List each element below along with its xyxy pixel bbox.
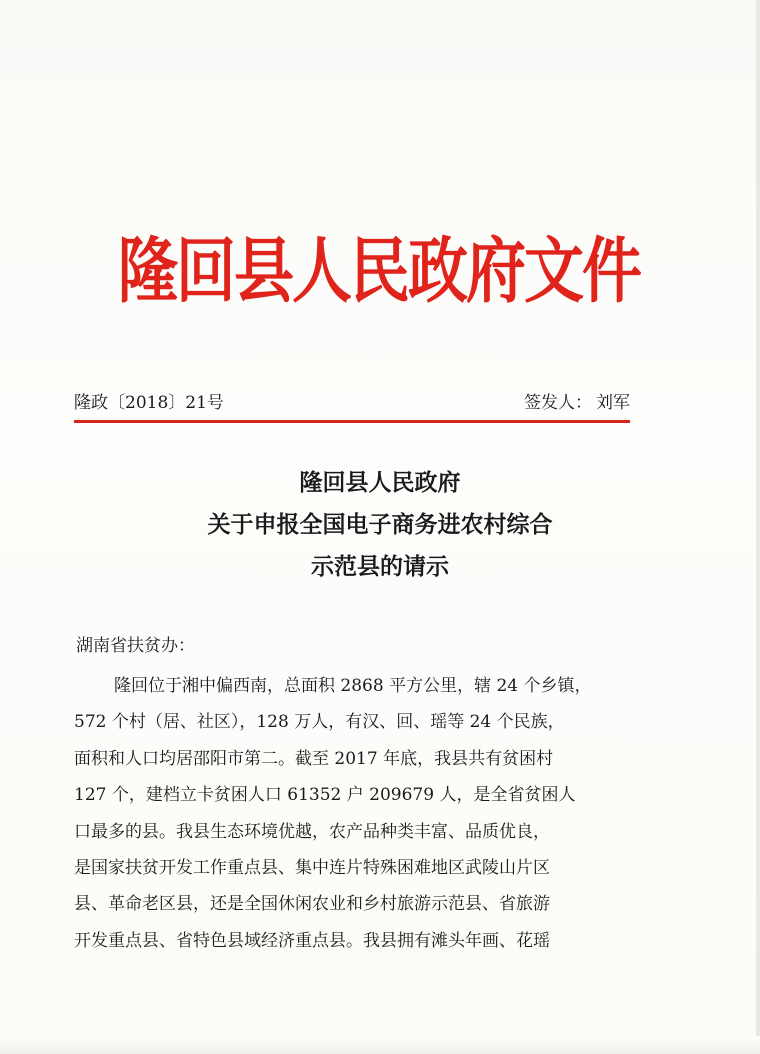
- document-title-line: 示范县的请示: [311, 554, 449, 580]
- scan-bottom-edge: [0, 1036, 760, 1054]
- document-title-line: 关于申报全国电子商务进农村综合: [207, 512, 553, 538]
- scan-edge: [756, 0, 760, 1054]
- red-divider-line: [74, 420, 630, 423]
- document-header-title: 隆回县人民政府文件: [118, 230, 640, 314]
- document-title: [110, 462, 650, 588]
- body-line: 是国家扶贫开发工作重点县、集中连片特殊困难地区武陵山片区: [74, 857, 550, 878]
- body-line: 572 个村（居、社区），128 万人，有汉、回、瑶等 24 个民族，: [74, 712, 565, 733]
- document-number: 隆政〔2018〕21号: [74, 393, 224, 413]
- document-title-line: 隆回县人民政府: [299, 470, 461, 496]
- body-line: 隆回位于湘中偏西南，总面积 2868 平方公里，辖 24 个乡镇，: [114, 676, 592, 696]
- body-line: 面积和人口均居邵阳市第二。截至 2017 年底，我县共有贫困村: [74, 748, 554, 769]
- body-text: [74, 668, 634, 959]
- body-line: 口最多的县。我县生态环境优越，农产品种类丰富、品质优良，: [74, 821, 550, 842]
- body-line: 127 个，建档立卡贫困人口 61352 户 209679 人，是全省贫困人: [74, 785, 576, 806]
- body-line: 县、革命老区县，还是全国休闲农业和乡村旅游示范县、省旅游: [74, 894, 550, 915]
- signer-label: 签发人：: [524, 393, 592, 413]
- signer-name: 刘军: [596, 393, 630, 413]
- body-line: 开发重点县、省特色县域经济重点县。我县拥有滩头年画、花瑶: [74, 930, 550, 951]
- signer: [524, 388, 630, 418]
- recipient: 湖南省扶贫办：: [76, 636, 195, 656]
- document-meta-row: [74, 388, 630, 418]
